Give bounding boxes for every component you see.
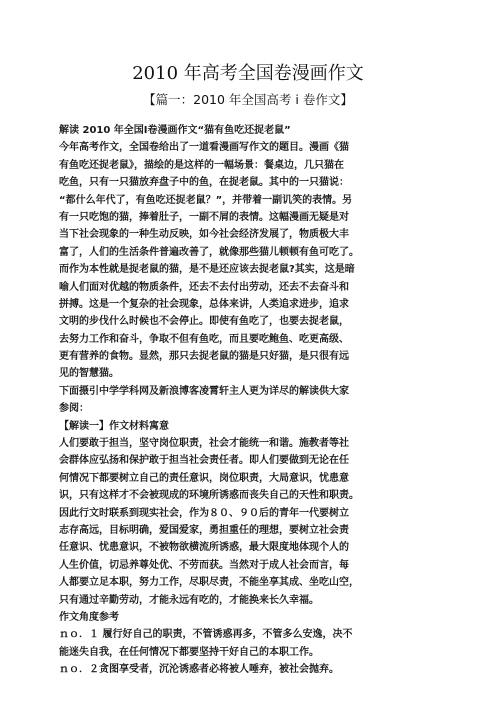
- text-line: 能迷失自我，在任何情况下都要坚持干好自己的本职工作。: [59, 646, 319, 658]
- text-line: 拼搏。这是一个复杂的社会现象，总体来讲，人类追求进步，追求: [59, 298, 349, 310]
- text-line: 当下社会现象的一种生动反映，如今社会经济发展了，物质极大丰: [59, 229, 349, 241]
- text-line: 去努力工作和奋斗，争取不但有鱼吃，而且要吃鲍鱼、吃更高级、: [59, 333, 349, 345]
- document-body: [59, 122, 439, 679]
- text-line: 见的智慧猫。: [59, 368, 119, 380]
- text-line: 作文角度参考: [59, 611, 119, 623]
- text-line: 富了，人们的生活条件普遍改善了，就像那些猫儿顿顿有鱼可吃了。: [59, 246, 359, 258]
- text-line: 【解读一】作文材料寓意: [59, 420, 169, 432]
- text-line: 任意识、忧患意识，不被物欲横流所诱惑，最大限度地体现个人的: [59, 542, 349, 554]
- text-line: 志存高远，目标明确，爱国爱家，勇担重任的理想，要树立社会责: [59, 524, 349, 536]
- text-line: 解读 2010 年全国Ⅰ卷漫画作文“猫有鱼吃还捉老鼠”: [59, 125, 291, 136]
- text-line: 吃鱼，只有一只猫放弃盘子中的鱼，在捉老鼠。其中的一只猫说：: [59, 177, 349, 189]
- text-line: 识，只有这样才不会被现成的环境所诱惑而丧失自己的天性和职责。: [59, 490, 359, 502]
- text-line: ｎｏ．１ 履行好自己的职责，不管诱惑再多，不管多么安逸，决不: [59, 629, 353, 641]
- text-line: 人们要敢于担当，坚守岗位职责，社会才能统一和谐。施教者等社: [59, 438, 349, 450]
- document-title: 2010 年高考全国卷漫画作文: [132, 63, 364, 84]
- text-line: 而作为本性就是捉老鼠的猫，是不是还应该去捉老鼠?其实，这是暗: [59, 264, 355, 276]
- text-line: 有一只吃饱的猫，捧着肚子，一副不屑的表情。这幅漫画无疑是对: [59, 211, 349, 223]
- text-line: 今年高考作文，全国卷给出了一道看漫画写作文的题目。漫画《猫: [59, 142, 349, 154]
- text-line: 有鱼吃还捉老鼠》，描绘的是这样的一幅场景：餐桌边，几只猫在: [59, 159, 344, 171]
- text-line: 文明的步伐什么时候也不会停止。即使有鱼吃了，也要去捉老鼠，: [59, 316, 349, 328]
- text-line: ｎｏ．２贪图享受者，沉沦诱惑者必将被人唾弃，被社会抛弃。: [59, 664, 339, 676]
- text-line: 喻人们面对优越的物质条件，还去不去付出劳动，还去不去奋斗和: [59, 281, 349, 293]
- text-line: 人生价值，切忌养尊处优、不劳而获。当然对于成人社会而言，每: [59, 559, 349, 571]
- text-line: 更有营养的食物。显然，那只去捉老鼠的猫是只好猫，是只很有远: [59, 351, 349, 363]
- text-line: 何情况下都要树立自己的责任意识，岗位职责，大局意识，忧患意: [59, 472, 349, 484]
- text-line: 下面摄引中学学科网及新浪博客凌霄轩主人更为详尽的解读供大家: [59, 385, 349, 397]
- text-line: “都什么年代了，有鱼吃还捉老鼠？”，并带着一副讥笑的表情。另: [59, 194, 353, 206]
- text-line: 人都要立足本职，努力工作，尽职尽责，不能坐享其成、坐吃山空，: [59, 577, 359, 589]
- text-line: 会群体应弘扬和保护敢于担当社会责任者。即人们要做到无论在任: [59, 455, 349, 467]
- document-subtitle: 【篇一：2010 年全国高考 i 卷作文】: [143, 92, 353, 107]
- text-line: 只有通过辛勤劳动，才能永远有吃的，才能换来长久幸福。: [59, 594, 319, 606]
- text-line: 因此行文时联系到现实社会，作为８０、９０后的青年一代要树立: [59, 507, 349, 519]
- text-line: 参阅：: [59, 403, 89, 415]
